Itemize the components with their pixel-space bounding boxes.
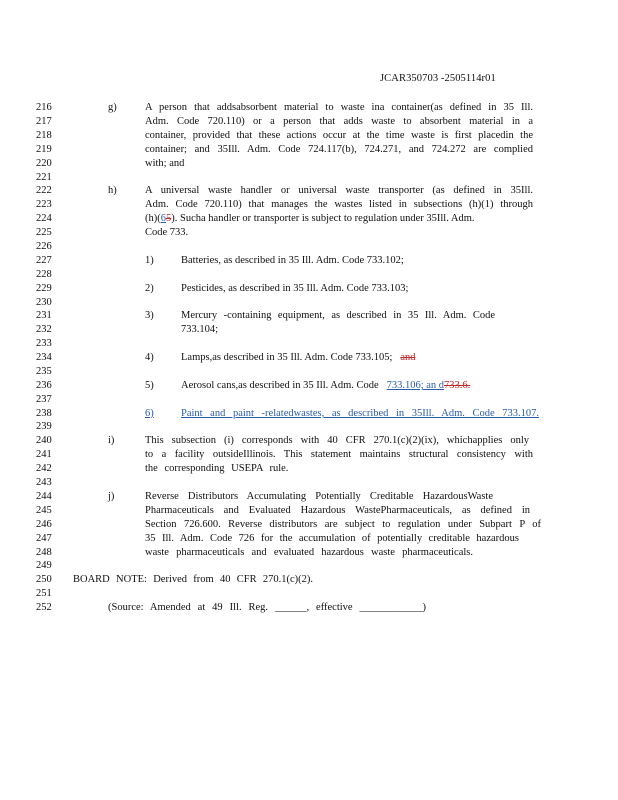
text-before-change: (h)( — [145, 213, 161, 224]
item-label-6-inserted: 6) — [145, 408, 154, 419]
body-text: waste pharmaceuticals and evaluated hazardous waste pharmaceuticals. — [145, 547, 473, 558]
line-233 — [0, 337, 618, 351]
line-number: 252 — [36, 602, 52, 613]
line-number: 234 — [36, 352, 52, 363]
line-number: 227 — [36, 255, 52, 266]
document-id-header: JCAR350703 -2505114r01 — [380, 73, 496, 84]
subsection-label-h: h) — [108, 185, 117, 196]
line-246 — [0, 518, 618, 532]
line-number: 242 — [36, 463, 52, 474]
line-224 — [0, 212, 618, 226]
line-238 — [0, 407, 618, 421]
inserted-list-item-text: Paint and paint -relatedwastes, as described in 35Ill. Adm. Code 733.107. — [181, 408, 539, 419]
line-number: 222 — [36, 185, 52, 196]
line-228 — [0, 268, 618, 282]
body-text: container; and 35Ill. Adm. Code 724.117(b), 724.271, and 724.272 are complied — [145, 144, 533, 155]
item-label-3: 3) — [145, 310, 154, 321]
body-text: 35 Ill. Adm. Code 726 for the accumulation of potentially creditable hazardous — [145, 533, 519, 544]
line-number: 220 — [36, 158, 52, 169]
line-number: 230 — [36, 297, 52, 308]
line-number: 228 — [36, 269, 52, 280]
list-item-text: Lamps,as described in 35 Ill. Adm. Code 733.105; — [181, 352, 393, 363]
line-number: 231 — [36, 310, 52, 321]
line-216 — [0, 101, 618, 115]
line-248 — [0, 546, 618, 560]
body-text: A person that addsabsorbent material to waste ina container(as defined in 35 Ill. — [145, 102, 533, 113]
item-label-5: 5) — [145, 380, 154, 391]
line-232 — [0, 323, 618, 337]
line-number: 218 — [36, 130, 52, 141]
line-243 — [0, 476, 618, 490]
body-text: container, provided that these actions occur at the time waste is first placedin the — [145, 130, 533, 141]
board-note: BOARD NOTE: Derived from 40 CFR 270.1(c)(2). — [73, 574, 313, 585]
subsection-label-g: g) — [108, 102, 117, 113]
list-item-text: Aerosol cans,as described in 35 Ill. Adm. Code — [181, 380, 379, 391]
body-text: Adm. Code 720.110) or a person that adds waste to absorbent material in a — [145, 116, 533, 127]
line-number: 237 — [36, 394, 52, 405]
text-after-change: ). Sucha handler or transporter is subject to regulation under 35Ill. Adm. — [171, 213, 475, 224]
line-240 — [0, 434, 618, 448]
line-217 — [0, 115, 618, 129]
deleted-text: 733.6. — [444, 380, 471, 391]
line-number: 226 — [36, 241, 52, 252]
line-number: 240 — [36, 435, 52, 446]
line-number: 225 — [36, 227, 52, 238]
item-label-4: 4) — [145, 352, 154, 363]
line-number: 223 — [36, 199, 52, 210]
line-226 — [0, 240, 618, 254]
line-221 — [0, 171, 618, 185]
line-251 — [0, 587, 618, 601]
source-note: (Source: Amended at 49 Ill. Reg. ______, effective ____________) — [108, 602, 426, 613]
list-item-text-with-amendment — [181, 351, 415, 364]
line-250 — [0, 573, 618, 587]
line-number: 233 — [36, 338, 52, 349]
line-244 — [0, 490, 618, 504]
body-text-with-amendment — [145, 212, 533, 225]
body-text: Adm. Code 720.110) that manages the wastes listed in subsections (h)(1) through — [145, 199, 533, 210]
body-text: Code 733. — [145, 227, 189, 238]
list-item-text: Mercury -containing equipment, as described in 35 Ill. Adm. Code — [181, 310, 495, 321]
line-number: 248 — [36, 547, 52, 558]
line-245 — [0, 504, 618, 518]
line-249 — [0, 559, 618, 573]
line-number: 224 — [36, 213, 52, 224]
line-218 — [0, 129, 618, 143]
line-number: 251 — [36, 588, 52, 599]
body-text: the corresponding USEPA rule. — [145, 463, 289, 474]
line-number: 238 — [36, 408, 52, 419]
line-number: 221 — [36, 172, 52, 183]
line-number: 241 — [36, 449, 52, 460]
list-item-text: 733.104; — [181, 324, 219, 335]
line-number: 232 — [36, 324, 52, 335]
line-227 — [0, 254, 618, 268]
line-242 — [0, 462, 618, 476]
subsection-label-i: i) — [108, 435, 115, 446]
line-239 — [0, 420, 618, 434]
body-text: Reverse Distributors Accumulating Potentially Creditable HazardousWaste — [145, 491, 493, 502]
line-number: 249 — [36, 560, 52, 571]
line-number: 250 — [36, 574, 52, 585]
line-number: 247 — [36, 533, 52, 544]
deleted-text: 5 — [166, 213, 172, 224]
line-219 — [0, 143, 618, 157]
line-235 — [0, 365, 618, 379]
line-223 — [0, 198, 618, 212]
line-number: 229 — [36, 283, 52, 294]
line-number: 235 — [36, 366, 52, 377]
list-item-text-with-amendment — [181, 379, 470, 392]
item-label-2: 2) — [145, 283, 154, 294]
list-item-text: Pesticides, as described in 35 Ill. Adm. Code 733.103; — [181, 283, 409, 294]
line-230 — [0, 296, 618, 310]
body-text: This subsection (i) corresponds with 40 CFR 270.1(c)(2)(ix), whichapplies only — [145, 435, 529, 446]
line-220 — [0, 157, 618, 171]
line-number: 236 — [36, 380, 52, 391]
line-247 — [0, 532, 618, 546]
line-number: 243 — [36, 477, 52, 488]
inserted-text: 733.106; an d — [386, 380, 445, 391]
line-number: 219 — [36, 144, 52, 155]
subsection-label-j: j) — [108, 491, 115, 502]
body-text: Section 726.600. Reverse distributors are subject to regulation under Subpart P of — [145, 519, 541, 530]
item-label-1: 1) — [145, 255, 154, 266]
body-text: to a facility outsideIllinois. This statement maintains structural consistency with — [145, 449, 533, 460]
deleted-text: and — [400, 352, 416, 363]
inserted-text: 6 — [160, 213, 166, 224]
line-number: 216 — [36, 102, 52, 113]
line-241 — [0, 448, 618, 462]
line-231 — [0, 309, 618, 323]
line-237 — [0, 393, 618, 407]
line-234 — [0, 351, 618, 365]
line-number: 239 — [36, 421, 52, 432]
line-number: 244 — [36, 491, 52, 502]
body-text: with; and — [145, 158, 185, 169]
line-222 — [0, 184, 618, 198]
body-text: A universal waste handler or universal waste transporter (as defined in 35Ill. — [145, 185, 533, 196]
body-text: Pharmaceuticals and Evaluated Hazardous WastePharmaceuticals, as defined in — [145, 505, 530, 516]
line-225 — [0, 226, 618, 240]
line-number: 246 — [36, 519, 52, 530]
line-252 — [0, 601, 618, 615]
line-236 — [0, 379, 618, 393]
line-number: 245 — [36, 505, 52, 516]
line-229 — [0, 282, 618, 296]
line-number: 217 — [36, 116, 52, 127]
list-item-text: Batteries, as described in 35 Ill. Adm. Code 733.102; — [181, 255, 404, 266]
